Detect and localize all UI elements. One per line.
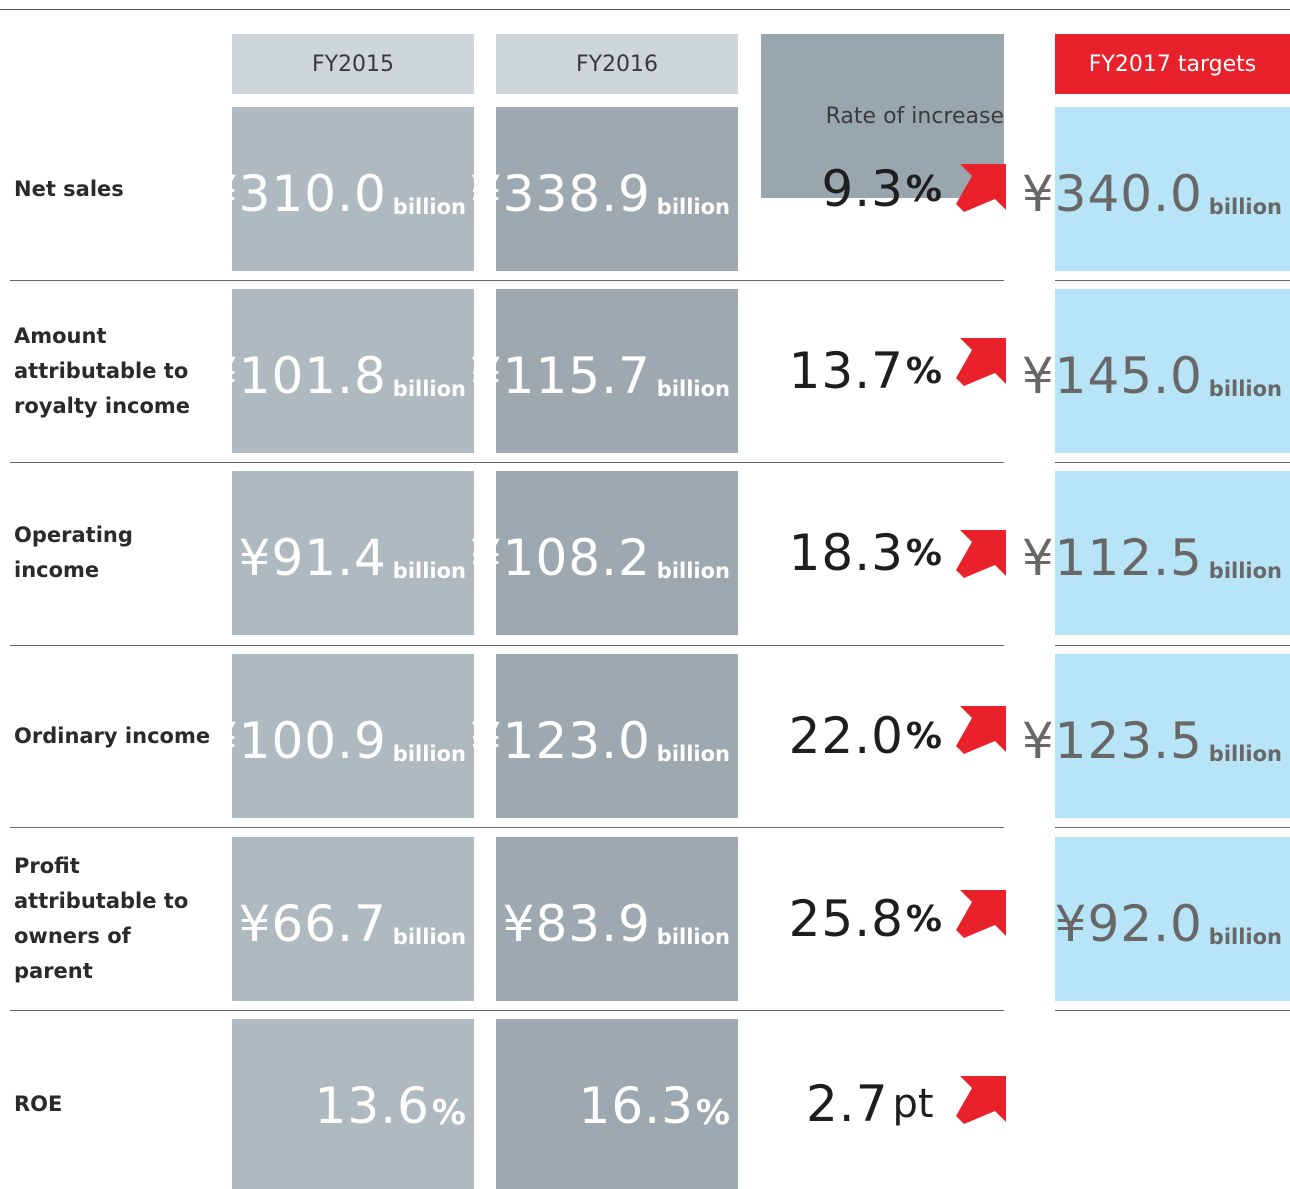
fy2017-target-box xyxy=(1021,289,1290,453)
target-unit: billion xyxy=(1208,559,1282,583)
rate-unit: % xyxy=(905,532,942,574)
fy2016-value-box xyxy=(469,107,738,271)
rate-of-increase xyxy=(762,107,942,271)
target-unit: billion xyxy=(1208,195,1282,219)
fy2015-value-box xyxy=(232,471,474,635)
rate-of-increase xyxy=(806,1019,946,1189)
row-divider xyxy=(10,1010,1004,1011)
fy2017-target-box xyxy=(1055,837,1290,1001)
rate-unit: % xyxy=(905,715,942,757)
fy2016-unit: billion xyxy=(656,559,730,583)
rate-of-increase xyxy=(762,289,942,453)
rate-of-increase xyxy=(762,471,942,635)
fy2016-value-box xyxy=(496,837,738,1001)
target-unit: billion xyxy=(1208,377,1282,401)
fy2016-value-box xyxy=(469,471,738,635)
rate-unit: pt xyxy=(892,1081,934,1127)
header-fy2017-targets: FY2017 targets xyxy=(1055,34,1290,94)
rate-value: 2.7 xyxy=(806,1075,889,1133)
rate-of-increase xyxy=(762,837,942,1001)
fy2016-unit: billion xyxy=(656,925,730,949)
target-value: ¥340.0 xyxy=(1021,165,1203,223)
fy2016-value-box xyxy=(469,289,738,453)
fy2015-unit: % xyxy=(431,1093,466,1133)
rate-value: 9.3 xyxy=(821,160,904,218)
rate-of-increase xyxy=(762,654,942,818)
rate-unit: % xyxy=(905,898,942,940)
target-value: ¥123.5 xyxy=(1021,712,1203,770)
row-divider xyxy=(1055,645,1290,646)
fy2015-value: ¥310.0 xyxy=(205,165,387,223)
fy2015-unit: billion xyxy=(392,195,466,219)
row-divider xyxy=(10,827,1004,828)
row-label: ROE xyxy=(14,1091,63,1116)
rate-value: 22.0 xyxy=(788,707,904,765)
row-label: Net sales xyxy=(14,176,124,201)
row-label: Amount attributable to royalty income xyxy=(14,323,191,418)
fy2015-unit: billion xyxy=(392,925,466,949)
fy2015-value-box xyxy=(205,289,474,453)
fy2016-value: ¥108.2 xyxy=(469,529,651,587)
arrow-up-right-icon xyxy=(952,338,1006,388)
fy2015-value-box xyxy=(232,1019,474,1189)
rate-value: 18.3 xyxy=(788,524,904,582)
header-rate-of-increase: Rate of increase xyxy=(761,34,1004,198)
fy2017-target-box xyxy=(1021,471,1290,635)
fy2016-value: ¥115.7 xyxy=(469,347,651,405)
row-label: Ordinary income xyxy=(14,723,211,748)
fy2016-value: ¥338.9 xyxy=(469,165,651,223)
rate-value: 25.8 xyxy=(788,890,904,948)
row-divider xyxy=(1055,827,1290,828)
fy2016-value: ¥83.9 xyxy=(502,895,651,953)
row-label: Profit attributable to owners of parent xyxy=(14,854,189,983)
fy2016-value: 16.3 xyxy=(578,1077,694,1135)
fy2015-value: ¥91.4 xyxy=(238,529,387,587)
top-rule xyxy=(0,9,1290,10)
rate-value: 13.7 xyxy=(788,342,904,400)
fy2015-unit: billion xyxy=(392,742,466,766)
target-unit: billion xyxy=(1208,925,1282,949)
fy2015-value-box xyxy=(232,837,474,1001)
arrow-up-right-icon xyxy=(952,1076,1006,1126)
header-fy2016: FY2016 xyxy=(496,34,738,94)
fy2015-unit: billion xyxy=(392,377,466,401)
target-value: ¥145.0 xyxy=(1021,347,1203,405)
row-divider xyxy=(1055,1010,1290,1011)
fy2015-value: ¥66.7 xyxy=(238,895,387,953)
row-label: Operating income xyxy=(14,523,133,582)
target-unit: billion xyxy=(1208,742,1282,766)
fy2016-value: ¥123.0 xyxy=(469,712,651,770)
fy2017-target-box xyxy=(1021,107,1290,271)
fy2015-value: ¥100.9 xyxy=(205,712,387,770)
fy2015-unit: billion xyxy=(392,559,466,583)
arrow-up-right-icon xyxy=(952,164,1006,214)
rate-unit: % xyxy=(905,350,942,392)
row-divider xyxy=(10,280,1004,281)
row-divider xyxy=(10,462,1004,463)
target-value: ¥112.5 xyxy=(1021,529,1203,587)
fy2015-value: 13.6 xyxy=(314,1077,430,1135)
arrow-up-right-icon xyxy=(952,530,1006,580)
row-divider xyxy=(1055,462,1290,463)
arrow-up-right-icon xyxy=(952,706,1006,756)
row-divider xyxy=(1055,280,1290,281)
fy2016-unit: billion xyxy=(656,742,730,766)
row-divider xyxy=(10,645,1004,646)
fy2015-value-box xyxy=(205,107,474,271)
rate-unit: % xyxy=(905,168,942,210)
fy2016-unit: billion xyxy=(656,195,730,219)
arrow-up-right-icon xyxy=(952,890,1006,940)
fy2015-value: ¥101.8 xyxy=(205,347,387,405)
fy2017-target-box xyxy=(1021,654,1290,818)
fy2016-value-box xyxy=(496,1019,738,1189)
fy2015-value-box xyxy=(205,654,474,818)
header-fy2015: FY2015 xyxy=(232,34,474,94)
fy2016-unit: % xyxy=(695,1093,730,1133)
fy2016-unit: billion xyxy=(656,377,730,401)
fy2016-value-box xyxy=(469,654,738,818)
target-value: ¥92.0 xyxy=(1054,895,1203,953)
